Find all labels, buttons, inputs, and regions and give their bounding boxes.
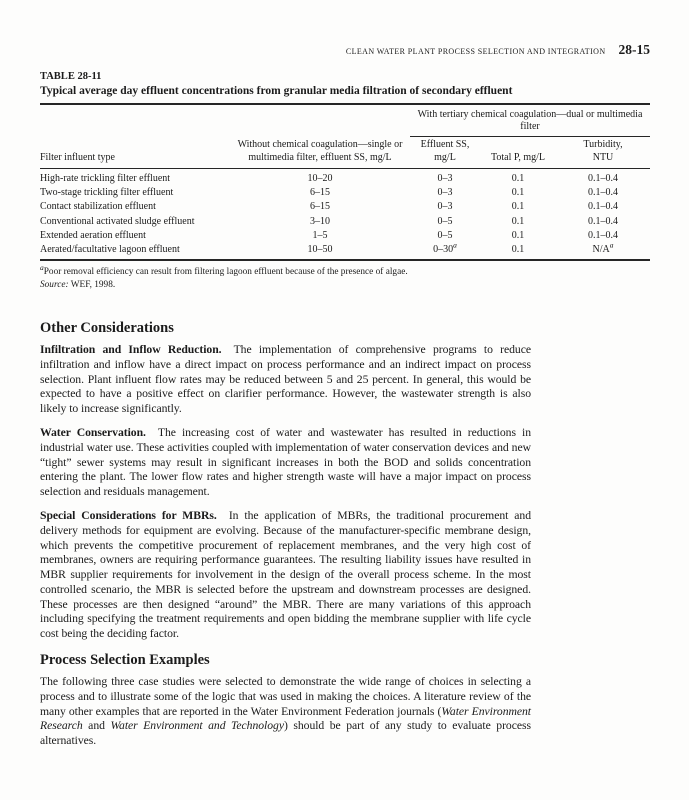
paragraph-process-selection (40, 675, 531, 749)
run-in-heading: Special Considerations for MBRs. (40, 508, 217, 522)
run-in-heading: Infiltration and Inflow Reduction. (40, 342, 222, 356)
footnote-a (40, 262, 650, 280)
table-row (40, 214, 650, 228)
source-line (40, 279, 650, 293)
footnote-marker: a (40, 262, 44, 272)
row-influent-type: Aerated/facultative lagoon effluent (40, 243, 180, 255)
run-in-heading: Water Conservation. (40, 425, 146, 439)
column-header-turbidity: Turbidity, NTU (556, 137, 650, 169)
column-group-header: With tertiary chemical coagulation—dual or multimedia filter (410, 104, 650, 137)
row-without-value: 1–5 (312, 229, 328, 241)
row-turbidity-value: N/A$^a$ (592, 242, 614, 255)
column-header-total-p: Total P, mg/L (480, 137, 556, 169)
row-without-value: 10–20 (307, 173, 333, 184)
paragraph-infiltration-inflow (40, 343, 531, 417)
row-without-value: 3–10 (310, 215, 330, 227)
row-influent-type: Extended aeration effluent (40, 229, 146, 241)
paragraph-text: The implementation of comprehensive programs to reduce infiltration and inflow have a direct impact on process performance and an indirect impact on process selection. Plant influent flow rates may be reduced between 5 and 25 percent. In general, this would be expected to have a positive effect on clarifier performance. However, the wastewater strength is also likely to increase significantly. (40, 342, 531, 416)
table-row (40, 228, 650, 242)
row-effluent-ss-value: 0–3 (437, 173, 453, 184)
row-effluent-ss-value: 0–3 (437, 187, 453, 199)
footnote-ref: a (609, 242, 614, 250)
row-total-p-value: 0.1 (511, 215, 525, 227)
row-total-p-value: 0.1 (511, 173, 525, 184)
effluent-concentrations-table (40, 103, 650, 261)
table-footnotes (40, 262, 650, 293)
row-without-value: 6–15 (310, 201, 330, 213)
paragraph-text: In the application of MBRs, the traditional procurement and delivery methods for equipment are evolving. Because of the manufacturer-specific membrane design, which prevents the competitive procurement of replacement membranes, and the very high cost of membranes, owners are requiring performance guarantees. The resulting liability issues have resulted in MBR supplier requirements for involvement in the design of the overall process scheme. In the most controlled scenario, the MBR is selected before the upstream and downstream processes are designed. These processes are then designed “around” the MBR. There are many variations of this approach including specifying the treatment requirements and open bidding the membrane supplier with life cycle cost being the deciding factor. (40, 508, 531, 641)
column-header-effluent-ss: Effluent SS, mg/L (410, 137, 480, 169)
column-header-row (40, 137, 650, 169)
paragraph-text: The increasing cost of water and wastewater has resulted in reductions in industrial water use. These activities coupled with implementation of water conservation devices and new “tight” sewer systems may result in significant increases in both the BOD and solids concentration entering the plant. The lower flow rates and higher strength waste will have a major impact on process selection and residuals management. (40, 425, 532, 499)
paragraph-text: and (82, 719, 111, 733)
row-total-p-value: 0.1 (511, 229, 525, 241)
footnote-text: Poor removal efficiency can result from filtering lagoon effluent because of the presence of algae. (43, 266, 408, 277)
running-title: CLEAN WATER PLANT PROCESS SELECTION AND INTEGRATION (345, 47, 606, 56)
body-text-column (40, 320, 531, 749)
row-influent-type: High-rate trickling filter effluent (40, 173, 171, 184)
paragraph-mbr-considerations (40, 509, 531, 642)
spanner-row (40, 104, 650, 137)
table-28-11-block (40, 71, 650, 293)
row-total-p-value: 0.1 (511, 187, 525, 199)
column-header-without-coagulation: Without chemical coagulation—single or multimedia filter, effluent SS, mg/L (230, 137, 410, 169)
row-turbidity-value: 0.1–0.4 (588, 173, 618, 184)
table-label: TABLE 28-11 (40, 71, 102, 82)
row-without-value: 6–15 (310, 187, 330, 199)
page-number: 28-15 (618, 42, 650, 57)
table-row (40, 200, 650, 214)
running-head (40, 41, 650, 57)
footnote-ref: a (453, 242, 457, 250)
row-effluent-ss-value: 0–5 (437, 229, 453, 241)
row-turbidity-value: 0.1–0.4 (588, 229, 618, 241)
journal-title: Water Environment and Technology (110, 719, 284, 733)
paragraph-text: ) should be part of any study to evaluate process alternatives. (40, 719, 531, 748)
source-label: Source: (40, 280, 69, 291)
table-row (40, 242, 650, 260)
row-influent-type: Contact stabilization effluent (40, 201, 156, 213)
row-without-value: 10–50 (307, 243, 333, 255)
row-effluent-ss-value: 0–5 (437, 215, 453, 227)
row-total-p-value: 0.1 (511, 201, 525, 213)
source-text: WEF, 1998. (68, 280, 116, 291)
spanner-spacer (40, 104, 410, 137)
row-total-p-value: 0.1 (511, 243, 525, 255)
paragraph-water-conservation (40, 426, 531, 500)
journal-title: Water Environment Research (40, 704, 532, 733)
row-influent-type: Two-stage trickling filter effluent (40, 187, 174, 199)
row-turbidity-value: 0.1–0.4 (588, 187, 618, 199)
row-influent-type: Conventional activated sludge effluent (40, 215, 195, 227)
row-effluent-ss-value: 0–30$^a$ (433, 242, 457, 255)
table-row (40, 169, 650, 186)
section-heading-process-selection-examples: Process Selection Examples (40, 652, 210, 669)
table-row (40, 186, 650, 200)
section-heading-other-considerations: Other Considerations (40, 319, 174, 336)
row-turbidity-value: 0.1–0.4 (588, 215, 618, 227)
paragraph-text: The following three case studies were selected to demonstrate the wide range of choices in selecting a process and to illustrate some of the logic that was used in making the choices. A literature review of the many other examples that are reported in the Water Environment Federation journals ( (40, 675, 531, 718)
table-title: Typical average day effluent concentrations from granular media filtration of secondary effluent (40, 85, 513, 97)
column-header-filter-influent-type: Filter influent type (40, 137, 230, 169)
row-effluent-ss-value: 0–3 (437, 201, 453, 213)
row-turbidity-value: 0.1–0.4 (588, 201, 618, 213)
